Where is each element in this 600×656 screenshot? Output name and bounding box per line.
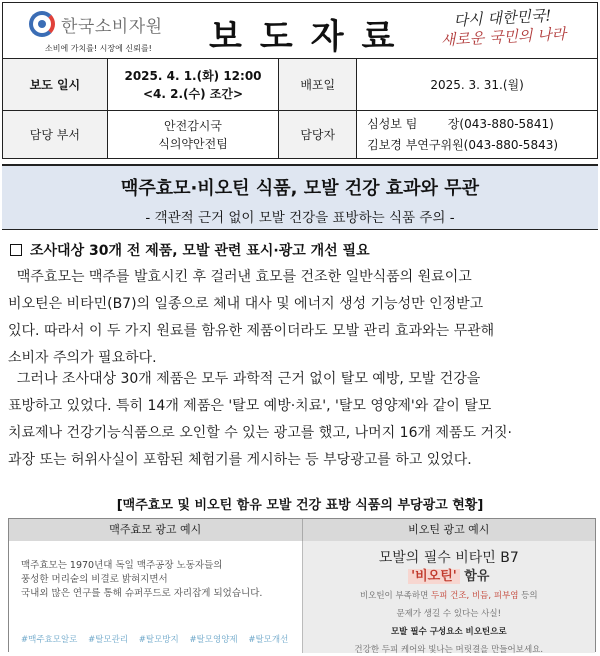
biotin-ad-body xyxy=(303,587,596,656)
ad-examples-table xyxy=(8,518,596,655)
biotin-ad-line-2: 문제가 생길 수 있다는 사실! xyxy=(396,609,502,619)
contact-label: 담당자 xyxy=(279,111,357,159)
slogan-line-1: 다시 대한민국! xyxy=(453,6,552,30)
hashtag: #탈모영양제 xyxy=(189,635,238,645)
brewers-yeast-ad-text xyxy=(21,559,296,601)
distribution-date-label: 배포일 xyxy=(279,59,357,111)
release-date-line2: <4. 2.(수) 조간> xyxy=(143,86,244,101)
paragraph-2-line: 표방하고 있었다. 특히 14개 제품은 '탈모 예방·치료', '탈모 영양제'와 같이 탈모 xyxy=(8,398,492,414)
hashtag: #맥주효모알로 xyxy=(21,635,78,645)
brewers-yeast-ad-image xyxy=(9,541,303,653)
org-logo-icon xyxy=(29,11,55,37)
contact-person-2: 김보경 부연구위원(043-880-5843) xyxy=(367,137,559,152)
section-heading xyxy=(10,240,370,260)
brewers-yeast-ad-line: 맥주효모는 1970년대 독일 맥주공장 노동자들의 xyxy=(21,560,223,571)
biotin-ad-line-3 xyxy=(303,623,596,641)
department-value xyxy=(107,111,279,159)
paragraph-1 xyxy=(8,264,594,372)
brewers-yeast-ad-line: 풍성한 머리숱의 비결로 밝혀지면서 xyxy=(21,574,168,585)
paragraph-2-line: 그러나 조사대상 30개 제품은 모두 과학적 근거 없이 탈모 예방, 모발 건강을 xyxy=(8,371,481,387)
org-slogan: 소비에 가치를! 시장에 신뢰를! xyxy=(45,44,152,53)
doc-type-title: 보도자료 xyxy=(209,17,413,57)
handwritten-slogan xyxy=(422,5,584,51)
headline-banner xyxy=(2,164,598,230)
headline-subtitle: - 객관적 근거 없이 모발 건강을 표방하는 식품 주의 - xyxy=(145,210,455,226)
paragraph-2-line: 치료제나 건강기능식품으로 오인할 수 있는 광고를 했고, 나머지 16개 제품도 거짓· xyxy=(8,425,512,441)
department-line2: 식의약안전팀 xyxy=(158,136,228,151)
ad-examples-header-row xyxy=(9,519,595,541)
biotin-ad-text xyxy=(303,549,596,656)
headline-title: 맥주효모·비오틴 식품, 모발 건강 효과와 무관 xyxy=(121,178,479,199)
ad-examples-body xyxy=(9,541,595,653)
department-line1: 안전감시국 xyxy=(164,118,222,133)
release-date-value xyxy=(107,59,279,111)
biotin-highlight-suffix: 함유 xyxy=(459,569,490,584)
department-label: 담당 부서 xyxy=(3,111,108,159)
biotin-ad-line-1 xyxy=(303,587,596,605)
biotin-ad-line-3-text: 모발 필수 구성요소 비오틴으로 xyxy=(390,627,507,637)
release-date-label: 보도 일시 xyxy=(3,59,108,111)
biotin-ad-title: 모발의 필수 비타민 B7 xyxy=(378,550,519,566)
biotin-ad-line-1-a: 비오틴이 부족하면 xyxy=(359,591,432,601)
biotin-ad-subtitle xyxy=(303,567,596,587)
paragraph-1-line: 있다. 따라서 이 두 가지 원료를 함유한 제품이더라도 모발 관리 효과와는 무관해 xyxy=(8,323,495,339)
release-info-table xyxy=(2,58,598,159)
contact-person-1: 심성보 팀 장(043-880-5841) xyxy=(367,116,554,131)
hashtag: #탈모방지 xyxy=(138,635,179,645)
hashtag: #탈모개선 xyxy=(248,635,289,645)
section-heading-text: 조사대상 30개 전 제품, 모발 관련 표시·광고 개선 필요 xyxy=(30,243,370,259)
contact-value xyxy=(357,111,598,159)
slogan-line-2: 새로운 국민의 나라 xyxy=(440,24,567,50)
brewers-yeast-ad-hashtags xyxy=(21,633,296,645)
biotin-ad-line-4: 건강한 두피 케어와 빛나는 머릿결을 만들어보세요. xyxy=(354,645,544,655)
org-logo xyxy=(29,11,163,37)
distribution-date-value: 2025. 3. 31.(월) xyxy=(357,59,598,111)
checkbox-square-icon xyxy=(10,244,22,256)
paragraph-1-line: 비오틴은 비타민(B7)의 일종으로 체내 대사 및 에너지 생성 기능성만 인정받고 xyxy=(8,296,484,312)
figure-caption: [맥주효모 및 비오틴 함유 모발 건강 표방 식품의 부당광고 현황] xyxy=(116,498,484,513)
biotin-ad-line-1-b: 두피 건조, 비듬, 피부염 xyxy=(431,591,519,601)
biotin-highlight: '비오틴' xyxy=(408,569,460,584)
brewers-yeast-ad-line: 국내외 많은 연구를 통해 슈퍼푸드로 자리잡게 되었습니다. xyxy=(21,588,263,599)
release-date-line1: 2025. 4. 1.(화) 12:00 xyxy=(124,68,262,83)
org-name: 한국소비자원 xyxy=(61,16,163,37)
biotin-ad-line-1-c: 등의 xyxy=(518,591,538,601)
brewers-yeast-ad-header: 맥주효모 광고 예시 xyxy=(9,519,303,541)
paragraph-1-line: 맥주효모는 맥주를 발효시킨 후 걸러낸 효모를 건조한 일반식품의 원료이고 xyxy=(8,269,472,285)
biotin-ad-header: 비오틴 광고 예시 xyxy=(303,519,596,541)
paragraph-1-line: 소비자 주의가 필요하다. xyxy=(8,350,157,366)
paragraph-2 xyxy=(8,366,594,474)
paragraph-2-line: 과장 또는 허위사실이 포함된 체험기를 게시하는 등 부당광고를 하고 있었다. xyxy=(8,452,472,468)
biotin-ad-image xyxy=(303,541,596,653)
hashtag: #탈모관리 xyxy=(88,635,129,645)
press-header xyxy=(2,2,598,58)
